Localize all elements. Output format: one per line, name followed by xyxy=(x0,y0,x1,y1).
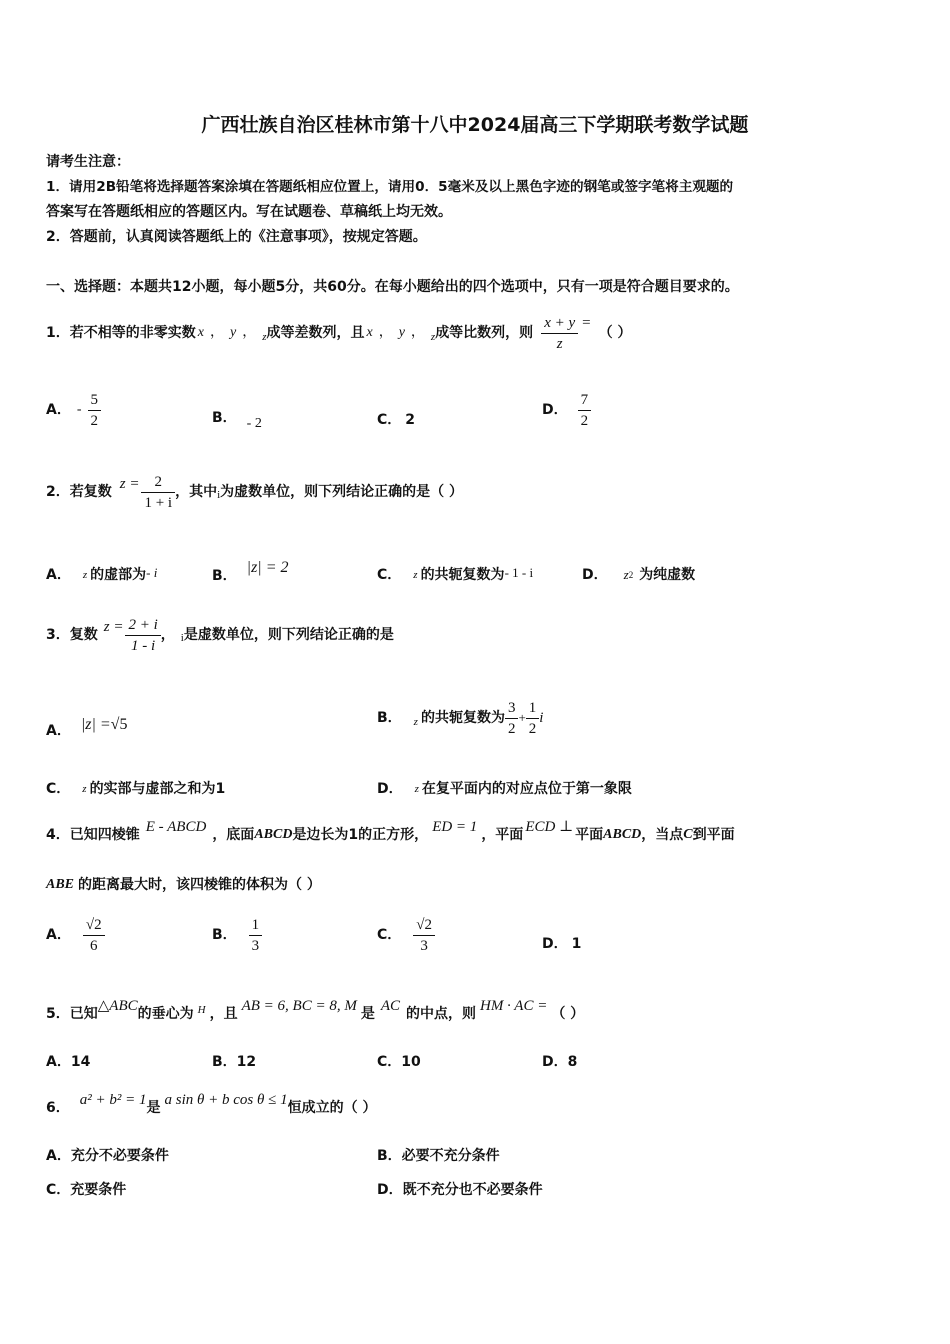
q4-c-num: √2 xyxy=(413,915,435,936)
q5-expression: HM · AC = xyxy=(479,998,548,1014)
q5-text-3: ，且 xyxy=(209,1006,238,1022)
q3-b-frac-1 xyxy=(505,698,519,739)
q2-b-label: B． xyxy=(212,568,237,584)
q3-a-sqrt: √5 xyxy=(110,716,128,733)
q4-pyramid: E - ABCD xyxy=(145,819,207,835)
q2-text-3: 为虚数单位，则下列结论正确的是（ ） xyxy=(220,484,464,500)
question-2 xyxy=(46,468,463,516)
q2-fraction xyxy=(141,472,175,513)
q1-d-fraction xyxy=(578,390,592,431)
q5-ac: AC xyxy=(380,998,400,1014)
q6-condition-1: a² + b² = 1 xyxy=(79,1092,147,1108)
q2-option-d[interactable] xyxy=(582,565,695,585)
q2-a-value: - i xyxy=(146,565,158,580)
q2-frac-num: 2 xyxy=(141,472,175,493)
q5-text-5: 的中点，则 xyxy=(405,1006,476,1022)
q4-a-label: A． xyxy=(46,927,71,943)
q3-b-n2: 1 xyxy=(526,698,540,719)
q5-d-label: D． xyxy=(542,1054,568,1070)
q6-d-label: D． xyxy=(377,1182,403,1198)
q4-text-2: ，底面 xyxy=(212,827,255,843)
q5-c-label: C． xyxy=(377,1054,402,1070)
q2-frac-den: 1 + i xyxy=(144,494,173,511)
q5-number: 5． xyxy=(46,1006,70,1022)
q3-b-n1: 3 xyxy=(505,698,519,719)
q1-option-a[interactable] xyxy=(46,386,101,434)
q3-b-i: i xyxy=(539,710,544,726)
q6-text-2: 恒成立的（ ） xyxy=(287,1100,377,1116)
q4-d-value: 1 xyxy=(571,936,582,952)
q1-d-den: 2 xyxy=(580,412,589,429)
q4-abe: ABE xyxy=(46,877,75,892)
q1-text-1: 若不相等的非零实数 xyxy=(69,325,196,341)
q1-comma-1: ， xyxy=(209,325,224,340)
q1-x: x xyxy=(197,325,204,340)
q3-number: 3． xyxy=(46,627,70,643)
q1-c-value: 2 xyxy=(405,412,416,428)
q2-d-z: z xyxy=(623,567,629,582)
q4-text-5: 平面 xyxy=(575,827,604,843)
q1-x-2: x xyxy=(366,325,373,340)
q5-text-4: 是 xyxy=(360,1006,375,1022)
q6-b-label: B． xyxy=(377,1148,402,1164)
q1-number: 1． xyxy=(46,325,70,341)
q4-option-b[interactable] xyxy=(212,910,262,960)
q3-text-3: 是虚数单位，则下列结论正确的是 xyxy=(183,627,394,643)
question-3 xyxy=(46,611,394,659)
q3-text-2: ， xyxy=(160,627,175,643)
q2-c-value: - 1 - i xyxy=(504,565,534,580)
question-1 xyxy=(46,303,631,363)
q5-d-value: 8 xyxy=(567,1054,578,1070)
q1-text-3: 成等比数列，则 xyxy=(435,325,534,341)
notice-heading: 请考生注意： xyxy=(46,154,130,170)
q4-number: 4． xyxy=(46,827,70,843)
q2-a-z: z xyxy=(82,569,88,581)
q6-option-d[interactable] xyxy=(377,1180,543,1200)
q3-lhs: z = xyxy=(103,619,124,635)
q3-c-text: 的实部与虚部之和为1 xyxy=(89,781,226,797)
q3-option-d[interactable] xyxy=(377,779,632,799)
q3-b-frac-2 xyxy=(526,698,540,739)
q1-d-label: D． xyxy=(542,402,568,418)
q5-a-value: 14 xyxy=(70,1054,91,1070)
q4-abcd: ABCD xyxy=(254,827,293,842)
q5-triangle: △ABC xyxy=(97,998,138,1014)
q1-z: z xyxy=(262,331,267,343)
q4-c-den: 3 xyxy=(420,937,428,954)
q4-option-d[interactable] xyxy=(542,934,581,954)
q5-option-b[interactable] xyxy=(212,1052,256,1072)
q1-paren: （ ） xyxy=(598,325,632,341)
q4-ed: ED = 1 xyxy=(432,819,478,835)
q2-text-2: ，其中 xyxy=(175,484,218,500)
q4-c: C xyxy=(683,827,693,842)
q4-text-6: ，当点 xyxy=(641,827,684,843)
q3-b-label: B． xyxy=(377,710,402,726)
q3-option-a[interactable] xyxy=(46,715,128,739)
q2-c-z: z xyxy=(413,569,418,581)
q2-option-b[interactable] xyxy=(212,558,289,584)
question-5 xyxy=(46,994,584,1034)
q3-d-label: D． xyxy=(377,781,403,797)
q1-b-label: B． xyxy=(212,410,237,426)
q2-lhs: z = xyxy=(119,476,140,492)
q4-c-fraction xyxy=(413,915,435,956)
q6-option-b[interactable] xyxy=(377,1146,500,1166)
q2-a-text: 的虚部为 xyxy=(90,567,147,583)
q1-c-label: C． xyxy=(377,412,402,428)
q4-a-den: 6 xyxy=(89,937,98,954)
q6-condition-2: a sin θ + b cos θ ≤ 1 xyxy=(164,1092,288,1108)
q4-text-4: ，平面 xyxy=(481,827,524,843)
q1-fraction xyxy=(541,313,578,354)
q2-c-text: 的共轭复数为 xyxy=(420,567,505,583)
q1-frac-num: x + y xyxy=(541,313,578,334)
q3-d-z: z xyxy=(414,783,419,795)
q1-option-b[interactable] xyxy=(212,408,262,431)
section-heading: 一、选择题：本题共12小题，每小题5分，共60分。在每小题给出的四个选项中，只有一项是符合题目要求的。 xyxy=(46,279,739,295)
q2-d-label: D． xyxy=(582,567,608,583)
q1-a-den: 2 xyxy=(90,412,99,429)
q4-b-num: 1 xyxy=(249,915,263,936)
q5-option-a[interactable] xyxy=(46,1052,90,1072)
q1-text-2: 成等差数列，且 xyxy=(266,325,365,341)
q4-c-label: C． xyxy=(377,927,402,943)
q2-option-a[interactable] xyxy=(46,565,157,585)
q1-frac-den: z xyxy=(556,335,563,352)
q4-b-fraction xyxy=(249,915,263,956)
q6-b-text: 必要不充分条件 xyxy=(401,1148,500,1164)
q1-option-d[interactable] xyxy=(542,386,591,434)
q3-b-z: z xyxy=(413,716,418,728)
q3-a-label: A． xyxy=(46,723,71,739)
q3-d-text: 在复平面内的对应点位于第一象限 xyxy=(421,781,632,797)
q2-i: i xyxy=(217,489,221,501)
q3-b-text: 的共轭复数为 xyxy=(420,710,505,726)
q4-d-label: D． xyxy=(542,936,568,952)
notice-line-2: 2．答题前，认真阅读答题纸上的《注意事项》，按规定答题。 xyxy=(46,229,427,245)
q5-text-2: 的垂心为 xyxy=(137,1006,194,1022)
q6-option-c[interactable] xyxy=(46,1180,126,1200)
q5-a-label: A． xyxy=(46,1054,71,1070)
q6-c-text: 充要条件 xyxy=(70,1182,127,1198)
q4-a-fraction xyxy=(83,915,105,956)
q3-fraction xyxy=(125,615,160,656)
q4-text-3: 是边长为1的正方形， xyxy=(292,827,429,843)
q4-a-num: √2 xyxy=(83,915,105,936)
q3-c-z: z xyxy=(82,783,87,795)
q6-a-label: A． xyxy=(46,1148,71,1164)
q5-option-c[interactable] xyxy=(377,1052,421,1072)
q5-paren: （ ） xyxy=(551,1006,585,1022)
q6-a-text: 充分不必要条件 xyxy=(70,1148,169,1164)
q5-condition: AB = 6, BC = 8, M xyxy=(241,998,357,1014)
q6-text-1: 是 xyxy=(146,1100,161,1116)
q2-d-text: 为纯虚数 xyxy=(639,567,696,583)
q6-option-a[interactable] xyxy=(46,1146,169,1166)
q4-text-7: 到平面 xyxy=(692,827,735,843)
q2-number: 2． xyxy=(46,484,70,500)
q6-c-label: C． xyxy=(46,1182,71,1198)
q4-text-8: 的距离最大时，该四棱锥的体积为（ ） xyxy=(78,877,321,893)
q4-option-a[interactable] xyxy=(46,910,105,960)
q2-c-label: C． xyxy=(377,567,402,583)
q5-c-value: 10 xyxy=(401,1054,421,1070)
q1-y-2: y xyxy=(398,325,405,340)
q1-a-sign: - xyxy=(76,402,82,417)
q1-a-label: A． xyxy=(46,402,71,418)
q2-b-value: |z| = 2 xyxy=(246,559,289,576)
q1-d-num: 7 xyxy=(578,390,592,411)
q2-a-label: A． xyxy=(46,567,71,583)
q5-b-label: B． xyxy=(212,1054,237,1070)
q3-frac-den: 1 - i xyxy=(131,637,156,654)
q1-y: y xyxy=(229,325,237,340)
page-title: 广西壮族自治区桂林市第十八中2024届高三下学期联考数学试题 xyxy=(201,114,749,136)
q1-z-2: z xyxy=(430,331,436,343)
q3-i: i xyxy=(180,632,184,644)
q4-abcd-2: ABCD xyxy=(603,827,642,842)
q2-d-sup: 2 xyxy=(628,570,634,580)
q1-comma-2: ， xyxy=(242,325,257,340)
q3-option-c[interactable] xyxy=(46,779,225,799)
q5-b-value: 12 xyxy=(236,1054,257,1070)
question-4-line-2 xyxy=(46,875,321,895)
q3-option-b[interactable] xyxy=(377,694,543,742)
q3-c-label: C． xyxy=(46,781,71,797)
q5-text-1: 已知 xyxy=(69,1006,98,1022)
notice-line-1b: 答案写在答题纸相应的答题区内。写在试题卷、草稿纸上均无效。 xyxy=(46,204,452,220)
q6-d-text: 既不充分也不必要条件 xyxy=(402,1182,543,1198)
q1-option-c[interactable] xyxy=(377,410,415,430)
q4-b-label: B． xyxy=(212,927,237,943)
q3-a-value: |z| = xyxy=(80,716,111,733)
q4-b-den: 3 xyxy=(251,937,260,954)
q4-text-1: 已知四棱锥 xyxy=(69,827,140,843)
q1-a-num: 5 xyxy=(88,390,102,411)
q3-b-plus: + xyxy=(518,710,526,725)
q2-option-c[interactable] xyxy=(377,565,533,585)
q2-text-1: 若复数 xyxy=(69,484,112,500)
q4-ecd: ECD ⊥ xyxy=(525,819,574,835)
q3-text-1: 复数 xyxy=(69,627,98,643)
q3-frac-num: 2 + i xyxy=(125,615,160,636)
q1-a-fraction xyxy=(88,390,102,431)
q4-option-c[interactable] xyxy=(377,910,435,960)
q3-b-d2: 2 xyxy=(528,720,537,737)
notice-line-1a: 1．请用2B铅笔将选择题答案涂填在答题纸相应位置上，请用0．5毫米及以上黑色字迹的钢笔或签字笔将主观题的 xyxy=(46,179,734,195)
question-6 xyxy=(46,1088,376,1128)
question-4 xyxy=(46,815,735,855)
q3-b-d1: 2 xyxy=(507,720,516,737)
q1-b-value: - 2 xyxy=(246,416,262,431)
q1-comma-3: ， xyxy=(378,325,393,340)
q5-h: H xyxy=(197,1004,206,1016)
q5-option-d[interactable] xyxy=(542,1052,577,1072)
q1-comma-4: ， xyxy=(410,325,425,340)
q6-number: 6． xyxy=(46,1100,70,1116)
q1-eq: = xyxy=(582,315,591,331)
